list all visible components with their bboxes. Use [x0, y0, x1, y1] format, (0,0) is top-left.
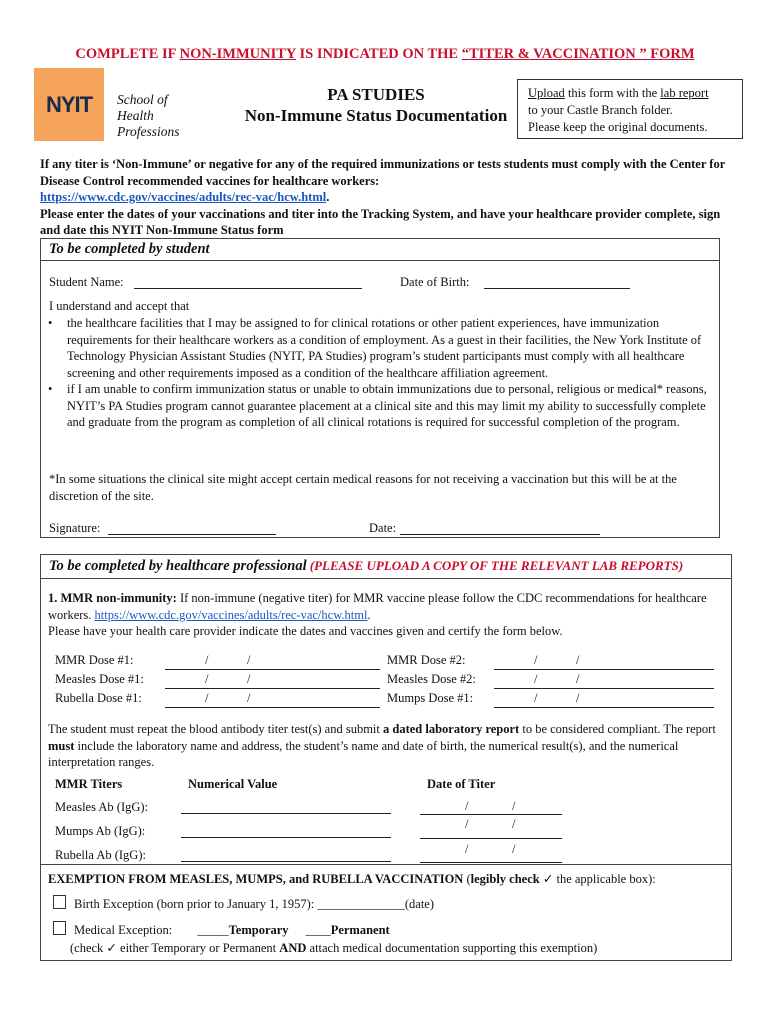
medical-exemption-row: Medical Exception: _____Temporary ____Permanent	[53, 921, 390, 938]
signature-field[interactable]	[108, 522, 276, 535]
date-field[interactable]	[400, 522, 600, 535]
birth-date-field[interactable]: ______________	[317, 897, 405, 911]
healthcare-section-title: To be completed by healthcare professional (PLEASE UPLOAD A COPY OF THE RELEVANT LAB REPORTS)	[49, 558, 684, 574]
healthcare-section	[40, 554, 732, 961]
cdc-link[interactable]: https://www.cdc.gov/vaccines/adults/rec-vac/hcw.html	[40, 190, 327, 204]
medical-exemption-checkbox[interactable]	[53, 921, 66, 935]
school-name: School of Health Professions	[117, 92, 180, 139]
titer-mumps-label: Mumps Ab (IgG):	[55, 824, 146, 838]
titer-header-date: Date of Titer	[427, 777, 496, 791]
birth-exemption-checkbox[interactable]	[53, 895, 66, 909]
list-item: • if I am unable to confirm immunization status or unable to obtain immunizations due to personal, religious or medical* reasons, NYIT’s PA Studies program cannot guarantee placement at a clinical site and this may limit my ability to successfully complete and graduate from the program as completion of all clinical rotations is required for successful completion of the program.	[45, 381, 713, 431]
titer-header-value: Numerical Value	[188, 777, 278, 791]
acknowledgement-list	[45, 315, 713, 431]
understand-text: I understand and accept that	[49, 299, 190, 313]
student-name-label: Student Name:	[49, 275, 124, 289]
logo-text: NYIT	[45, 92, 93, 117]
mumps-date-field[interactable]: / /	[420, 817, 562, 839]
check-instructions: (check ✓ either Temporary or Permanent AND attach medical documentation supporting this exemption)	[70, 941, 598, 955]
form-instruction-header: COMPLETE IF NON-IMMUNITY IS INDICATED ON THE “TITER & VACCINATION ” FORM	[75, 46, 695, 62]
rubella-date-field[interactable]: / /	[420, 842, 562, 863]
dob-label: Date of Birth:	[400, 275, 470, 289]
dose-labels-right: MMR Dose #2: Measles Dose #2: Mumps Dose #1:	[387, 653, 476, 705]
temporary-option[interactable]: _____Temporary	[197, 923, 289, 937]
dob-field[interactable]	[484, 276, 630, 289]
provider-instructions: Please have your health care provider indicate the dates and vaccines given and certify the form below.	[48, 624, 563, 638]
permanent-option[interactable]: ____Permanent	[305, 923, 390, 937]
medical-footnote: *In some situations the clinical site might accept certain medical reasons for not receiving a vaccination but this will be at the discretion of the site.	[49, 472, 677, 503]
measles-date-field[interactable]: / /	[420, 799, 562, 815]
dose-fields-left[interactable]: / / / / / /	[165, 651, 380, 708]
page-title: PA STUDIES Non-Immune Status Documentation	[244, 85, 508, 125]
exemption-heading: EXEMPTION FROM MEASLES, MUMPS, and RUBELLA VACCINATION (legibly check ✓ the applicable box):	[48, 872, 656, 886]
mmr-instructions: 1. MMR non-immunity: If non-immune (negative titer) for MMR vaccine please follow the CDC recommendations for healthcare workers. https://www.cdc.gov/vaccines/adults/rec-vac/hcw.html.	[48, 591, 707, 622]
rubella-value-field[interactable]	[181, 849, 391, 862]
student-name-field[interactable]	[134, 276, 362, 289]
repeat-titer-instructions: The student must repeat the blood antibody titer test(s) and submit a dated laboratory report to be considered compliant. The report must include the laboratory name and address, the student’s name and date of birth, the numerical result(s), and the numerical interpretation ranges.	[48, 722, 716, 769]
dose-labels-left: MMR Dose #1: Measles Dose #1: Rubella Dose #1:	[55, 653, 144, 705]
titer-header-mmr: MMR Titers	[55, 777, 123, 791]
intro-instructions: If any titer is ‘Non-Immune’ or negative for any of the required immunizations or tests students must comply with the Center for Disease Control recommended vaccines for healthcare workers: https://www.cdc.gov/vaccines/adults/rec-vac/hcw.html. Please enter the dates of your vaccinations and titer into the Tracking System, and have your healthcare provider complete, sign and date this NYIT Non-Immune Status form	[40, 157, 726, 237]
signature-label: Signature:	[49, 521, 101, 535]
titer-rubella-label: Rubella Ab (IgG):	[55, 848, 146, 862]
cdc-link-mmr[interactable]: https://www.cdc.gov/vaccines/adults/rec-vac/hcw.html	[94, 607, 368, 622]
mumps-value-field[interactable]	[181, 825, 391, 838]
dose-fields-right[interactable]: / / / / / /	[494, 651, 714, 708]
student-section-title: To be completed by student	[49, 241, 210, 257]
nyit-logo	[34, 68, 104, 141]
list-item: • the healthcare facilities that I may be assigned to for clinical rotations or other patient experiences, have immunization requirements for their healthcare workers as a condition of employment. As a guest in their facilities, the New York Institute of Technology Physician Assistant Studies (NYIT, PA Studies) program’s student participants must comply with all healthcare screening and other requirements imposed as a condition of the healthcare affiliation agreement.	[45, 315, 713, 381]
titer-measles-label: Measles Ab (IgG):	[55, 800, 149, 814]
upload-instructions-box: Upload this form with the lab report to your Castle Branch folder. Please keep the original documents.	[517, 79, 743, 139]
measles-value-field[interactable]	[181, 801, 391, 814]
birth-exemption-row: Birth Exception (born prior to January 1, 1957): ______________(date)	[53, 895, 434, 912]
date-label: Date:	[369, 521, 397, 535]
student-section	[40, 238, 720, 538]
